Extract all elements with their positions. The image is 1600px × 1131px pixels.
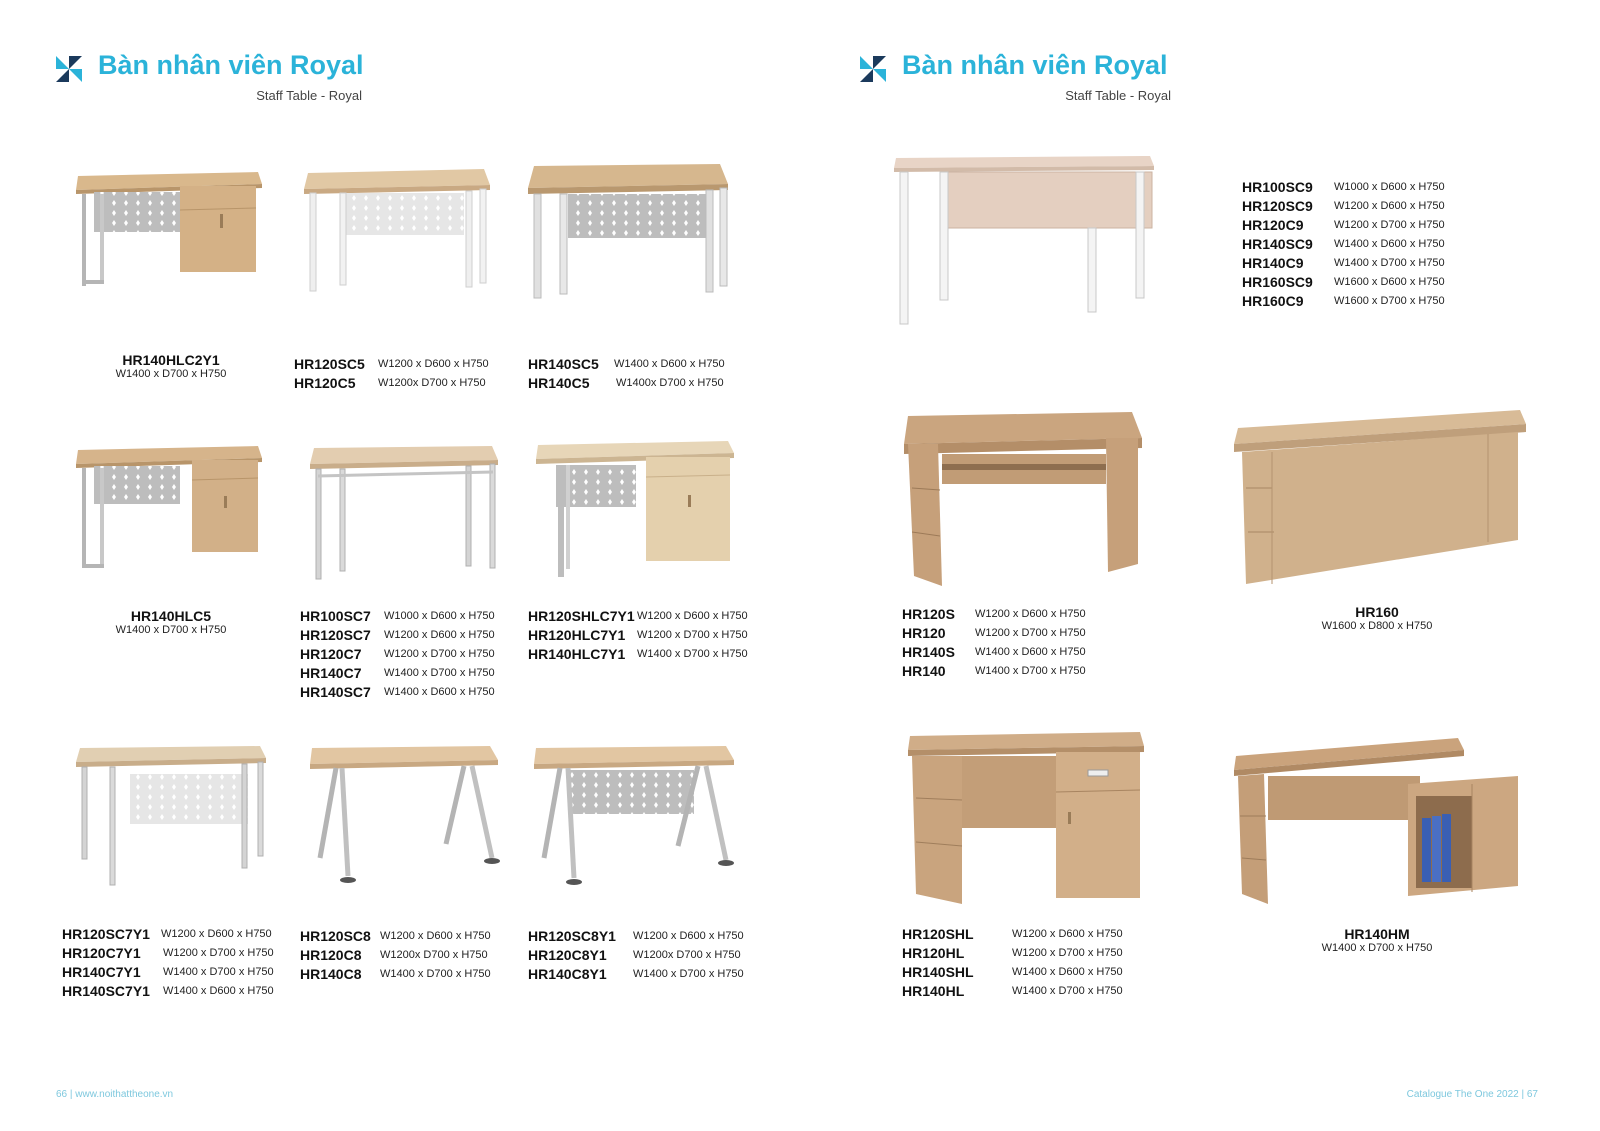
desk-image-hr120shlc7y1 <box>532 437 740 583</box>
product-code: HR120HL <box>902 944 965 961</box>
desk-image-hr140hlc2y1 <box>72 168 268 296</box>
product-dimensions: W1200 x D600 x H750 <box>378 357 489 370</box>
right-page-footer: Catalogue The One 2022 | 67 <box>1406 1089 1538 1100</box>
spec-row <box>300 945 491 964</box>
desk-image-hr120sc5 <box>300 163 498 299</box>
product-dimensions: W1400 x D700 x H750 <box>633 967 744 980</box>
spec-row <box>1242 291 1445 310</box>
product-dimensions: W1400 x D700 x H750 <box>637 647 748 660</box>
product-code: HR120C5 <box>294 374 356 391</box>
product-dimensions: W1200x D700 x H750 <box>380 948 488 961</box>
left-page-header <box>56 50 362 106</box>
product-code: HR140SC9 <box>1242 235 1313 252</box>
desk-image-hr120sc8y1 <box>530 740 738 892</box>
product-code: HR140C8 <box>300 965 362 982</box>
product-dimensions: W1600 x D800 x H750 <box>1321 620 1433 632</box>
spec-row <box>528 926 744 945</box>
product-dimensions: W1400 x D700 x H750 <box>1334 256 1445 269</box>
product-dimensions: W1200 x D600 x H750 <box>1334 199 1445 212</box>
spec-row <box>528 945 744 964</box>
product-code: HR140SC7 <box>300 683 371 700</box>
spec-hr160 <box>1302 604 1452 632</box>
product-code: HR140C8Y1 <box>528 965 607 982</box>
product-code: HR120HLC7Y1 <box>528 626 626 643</box>
product-code: HR120C8Y1 <box>528 946 607 963</box>
spec-hr120shlc7y1 <box>528 606 748 663</box>
spec-row <box>902 981 1123 1000</box>
spec-row <box>1242 234 1445 253</box>
product-dimensions: W1200 x D700 x H750 <box>975 626 1086 639</box>
desk-image-hr140sc5 <box>524 158 734 304</box>
product-code: HR100SC7 <box>300 607 371 624</box>
product-dimensions: W1200 x D700 x H750 <box>384 647 495 660</box>
spec-row <box>902 661 1086 680</box>
spec-row <box>300 964 491 983</box>
product-dimensions: W1600 x D600 x H750 <box>1334 275 1445 288</box>
product-code: HR120SC8 <box>300 927 371 944</box>
spec-hr140hm <box>1302 926 1452 954</box>
spec-row <box>528 373 725 392</box>
product-dimensions: W1400 x D700 x H750 <box>384 666 495 679</box>
spec-row <box>902 623 1086 642</box>
product-code: HR120C7 <box>300 645 362 662</box>
product-dimensions: W1200x D700 x H750 <box>378 376 486 389</box>
spec-row <box>62 981 274 1000</box>
product-dimensions: W1400 x D700 x H750 <box>380 967 491 980</box>
product-code: HR140HLC7Y1 <box>528 645 626 662</box>
product-dimensions: W1200 x D700 x H750 <box>1012 946 1123 959</box>
spec-hr120s <box>902 604 1086 680</box>
product-dimensions: W1400 x D700 x H750 <box>1321 942 1433 954</box>
desk-image-hr100sc9 <box>892 152 1156 328</box>
product-dimensions: W1600 x D700 x H750 <box>1334 294 1445 307</box>
pinwheel-logo-icon <box>860 56 886 82</box>
product-dimensions: W1400 x D700 x H750 <box>163 965 274 978</box>
product-dimensions: W1400 x D600 x H750 <box>975 645 1086 658</box>
spec-row <box>62 943 274 962</box>
desk-image-hr120shl <box>906 728 1146 908</box>
product-dimensions: W1200 x D600 x H750 <box>637 609 748 622</box>
product-code: HR120SHLC7Y1 <box>528 607 635 624</box>
product-code: HR140SHL <box>902 963 974 980</box>
product-code: HR140C7Y1 <box>62 963 141 980</box>
product-code: HR100SC9 <box>1242 178 1313 195</box>
spec-row <box>902 604 1086 623</box>
product-dimensions: W1200 x D600 x H750 <box>975 607 1086 620</box>
product-code: HR120SC7 <box>300 626 371 643</box>
product-dimensions: W1200 x D600 x H750 <box>633 929 744 942</box>
product-code: HR120S <box>902 605 955 622</box>
spec-hr120sc7y1 <box>62 924 274 1000</box>
spec-hr140sc5 <box>528 354 725 392</box>
spec-hr140hlc2y1 <box>96 352 246 380</box>
product-code: HR140C5 <box>528 374 590 391</box>
spec-row <box>300 926 491 945</box>
product-code: HR120SC9 <box>1242 197 1313 214</box>
spec-hr100sc9 <box>1242 177 1445 310</box>
product-dimensions: W1400 x D700 x H750 <box>115 624 227 636</box>
spec-row <box>300 644 495 663</box>
page-title: Bàn nhân viên Royal <box>902 50 1168 80</box>
product-dimensions: W1200 x D700 x H750 <box>637 628 748 641</box>
spec-row <box>1242 272 1445 291</box>
page-title: Bàn nhân viên Royal <box>98 50 364 80</box>
product-code: HR140HLC2Y1 <box>122 352 220 368</box>
product-code: HR140S <box>902 643 955 660</box>
spec-hr120sc8y1 <box>528 926 744 983</box>
spec-row <box>1242 215 1445 234</box>
spec-hr140hlc5 <box>96 608 246 636</box>
desk-image-hr140hm <box>1232 736 1524 912</box>
product-dimensions: W1400 x D600 x H750 <box>163 984 274 997</box>
product-code: HR120C8 <box>300 946 362 963</box>
spec-row <box>300 682 495 701</box>
spec-row <box>62 924 274 943</box>
spec-row <box>902 642 1086 661</box>
product-dimensions: W1400 x D700 x H750 <box>975 664 1086 677</box>
product-code: HR140HLC5 <box>130 608 212 624</box>
product-dimensions: W1400x D700 x H750 <box>616 376 724 389</box>
spec-row <box>528 644 748 663</box>
product-code: HR140 <box>902 662 946 679</box>
desk-image-hr160 <box>1232 408 1528 590</box>
spec-row <box>528 625 748 644</box>
spec-row <box>902 924 1123 943</box>
spec-row <box>62 962 274 981</box>
desk-image-hr120sc7y1 <box>72 742 270 890</box>
product-code: HR140SC7Y1 <box>62 982 150 999</box>
product-dimensions: W1200 x D600 x H750 <box>1012 927 1123 940</box>
product-code: HR140HM <box>1344 926 1410 942</box>
spec-row <box>902 962 1123 981</box>
product-dimensions: W1400 x D600 x H750 <box>384 685 495 698</box>
product-dimensions: W1200 x D600 x H750 <box>161 927 272 940</box>
spec-hr120sc5 <box>294 354 489 392</box>
product-dimensions: W1200 x D600 x H750 <box>380 929 491 942</box>
page-subtitle: Staff Table - Royal <box>1065 88 1171 103</box>
product-code: HR120SHL <box>902 925 974 942</box>
product-dimensions: W1400 x D600 x H750 <box>614 357 725 370</box>
spec-row <box>528 606 748 625</box>
spec-row <box>300 663 495 682</box>
right-page-header <box>860 50 1171 106</box>
spec-row <box>528 964 744 983</box>
spec-row <box>902 943 1123 962</box>
spec-row <box>528 354 725 373</box>
product-code: HR140HL <box>902 982 965 999</box>
desk-image-hr120sc8 <box>306 740 502 890</box>
pinwheel-logo-icon <box>56 56 82 82</box>
product-dimensions: W1400 x D700 x H750 <box>115 368 227 380</box>
spec-row <box>1242 196 1445 215</box>
product-dimensions: W1400 x D600 x H750 <box>1012 965 1123 978</box>
spec-hr120shl <box>902 924 1123 1000</box>
spec-row <box>300 606 495 625</box>
spec-hr100sc7 <box>300 606 495 701</box>
product-dimensions: W1200 x D700 x H750 <box>1334 218 1445 231</box>
page-subtitle: Staff Table - Royal <box>256 88 362 103</box>
product-code: HR120C9 <box>1242 216 1304 233</box>
product-dimensions: W1400 x D600 x H750 <box>1334 237 1445 250</box>
product-dimensions: W1200 x D600 x H750 <box>384 628 495 641</box>
product-dimensions: W1000 x D600 x H750 <box>1334 180 1445 193</box>
desk-image-hr140hlc5 <box>72 442 268 578</box>
product-code: HR120 <box>902 624 946 641</box>
product-code: HR120C7Y1 <box>62 944 141 961</box>
spec-row <box>294 373 489 392</box>
product-code: HR140C9 <box>1242 254 1304 271</box>
desk-image-hr100sc7 <box>306 442 502 584</box>
spec-row <box>1242 177 1445 196</box>
product-code: HR120SC5 <box>294 355 365 372</box>
product-dimensions: W1200 x D700 x H750 <box>163 946 274 959</box>
product-code: HR120SC8Y1 <box>528 927 616 944</box>
product-dimensions: W1200x D700 x H750 <box>633 948 741 961</box>
spec-row <box>294 354 489 373</box>
product-code: HR160C9 <box>1242 292 1304 309</box>
product-dimensions: W1400 x D700 x H750 <box>1012 984 1123 997</box>
left-page-footer: 66 | www.noithattheone.vn <box>56 1089 174 1100</box>
spec-row <box>1242 253 1445 272</box>
product-dimensions: W1000 x D600 x H750 <box>384 609 495 622</box>
product-code: HR160SC9 <box>1242 273 1313 290</box>
product-code: HR160 <box>1355 604 1399 620</box>
spec-hr120sc8 <box>300 926 491 983</box>
product-code: HR140C7 <box>300 664 362 681</box>
product-code: HR140SC5 <box>528 355 599 372</box>
desk-image-hr120s <box>902 408 1146 590</box>
spec-row <box>300 625 495 644</box>
product-code: HR120SC7Y1 <box>62 925 150 942</box>
